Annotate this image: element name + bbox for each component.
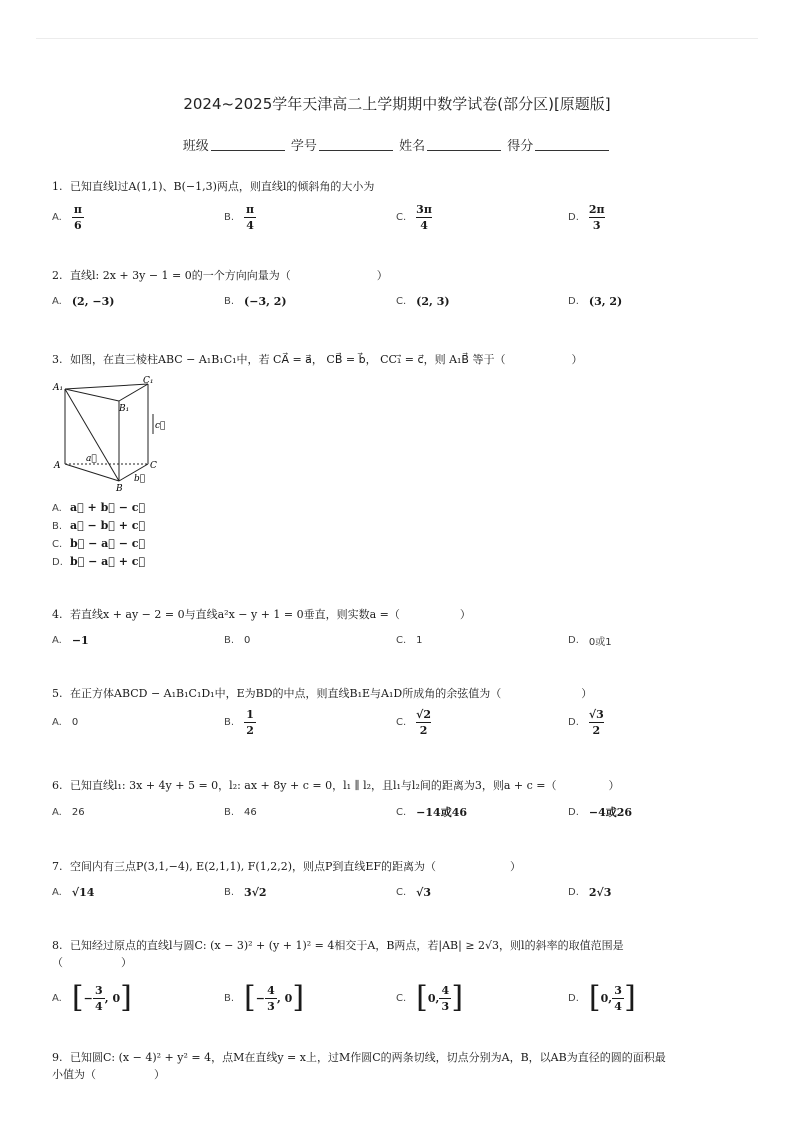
option-a: A. −1 bbox=[52, 633, 89, 647]
option-c: C. (2, 3) bbox=[396, 294, 450, 308]
question-3-options bbox=[52, 499, 145, 571]
option-b: B. $\frac{1}{2}$ bbox=[224, 705, 256, 739]
question-text: 已知直线l过A(1,1)、B(−1,3)两点，则直线l的倾斜角的大小为 bbox=[70, 180, 375, 193]
question-1-options bbox=[52, 200, 752, 234]
option-a: A. √14 bbox=[52, 885, 95, 899]
question-2: 2. 直线l: 2x + 3y − 1 = 0的一个方向向量为（ ） bbox=[52, 269, 388, 282]
question-text: 已知圆C: (x − 4)² + y² = 4，点M在直线y = x上，过M作圆C的两条切线，切点分别为A，B，以AB为直径的圆的面积最 bbox=[70, 1051, 666, 1064]
question-9-continuation: 小值为（ ） bbox=[52, 1068, 165, 1081]
question-text: 已知直线l₁: 3x + 4y + 5 = 0，l₂: ax + 8y + c = 0，l₁ ∥ l₂，且l₁与l₂间的距离为3，则a + c =（ bbox=[70, 779, 557, 792]
option-c: C. [ 0, $\frac{4}{3}$ ] bbox=[396, 980, 464, 1015]
option-c: C. −14或46 bbox=[396, 806, 468, 819]
question-7: 7. 空间内有三点P(3,1,−4), E(2,1,1), F(1,2,2)，则点P到直线EF的距离为（ ） bbox=[52, 860, 522, 873]
option-a: A. a⃗ + b⃗ − c⃗ bbox=[52, 501, 146, 514]
option-b: B. 0 bbox=[224, 634, 251, 646]
option-c: C. b⃗ − a⃗ − c⃗ bbox=[52, 537, 146, 550]
question-text: 如图，在直三棱柱ABC − A₁B₁C₁中，若 CA⃗ = a⃗， CB⃗ = b⃗， CC₁⃗ = c⃗，则 A₁B⃗ 等于（ bbox=[70, 353, 506, 366]
student-info-line bbox=[0, 135, 794, 154]
option-c: C. 1 bbox=[396, 634, 423, 646]
option-b: B. a⃗ − b⃗ + c⃗ bbox=[52, 519, 146, 532]
option-b: B. [ − $\frac{4}{3}$ , 0 ] bbox=[224, 980, 305, 1015]
option-c: C. $\frac{√2}{2}$ bbox=[396, 707, 432, 737]
label-c: C bbox=[150, 461, 157, 471]
option-b: B. 3√2 bbox=[224, 885, 267, 899]
option-d: D. b⃗ − a⃗ + c⃗ bbox=[52, 555, 146, 568]
prism-figure bbox=[52, 376, 172, 494]
info-label-score: 得分 bbox=[507, 139, 534, 154]
question-7-options bbox=[52, 875, 752, 909]
option-d: D. −4或26 bbox=[568, 806, 633, 819]
question-5-options bbox=[52, 705, 752, 739]
question-6: 6. 已知直线l₁: 3x + 4y + 5 = 0，l₂: ax + 8y + c = 0，l₁ ∥ l₂，且l₁与l₂间的距离为3，则a + c =（ ） bbox=[52, 779, 620, 792]
fraction: $\frac{1}{2}$ bbox=[244, 708, 256, 737]
label-b1: B₁ bbox=[119, 404, 130, 414]
option-b: B. 46 bbox=[224, 806, 257, 818]
option-b: B. (−3, 2) bbox=[224, 294, 287, 308]
fraction: $\frac{3\pi}{4}$ bbox=[416, 202, 432, 232]
question-3: 3. 如图，在直三棱柱ABC − A₁B₁C₁中，若 CA⃗ = a⃗， CB⃗ = b⃗， CC₁⃗ = c⃗，则 A₁B⃗ 等于（ ） bbox=[52, 353, 583, 366]
blank-line bbox=[319, 138, 393, 151]
question-text: 直线l: 2x + 3y − 1 = 0的一个方向向量为（ bbox=[70, 269, 291, 282]
label-vec-b: b⃗ bbox=[134, 474, 146, 484]
label-vec-a: a⃗ bbox=[86, 454, 97, 464]
option-d: D. [ 0, $\frac{3}{4}$ ] bbox=[568, 980, 636, 1015]
label-a: A bbox=[54, 461, 61, 471]
option-c: C. $\frac{3\pi}{4}$ bbox=[396, 202, 432, 232]
fraction: $\frac{√2}{2}$ bbox=[416, 707, 432, 737]
info-label-id: 学号 bbox=[290, 139, 317, 154]
question-4: 4. 若直线x + ay − 2 = 0与直线a²x − y + 1 = 0垂直，则实数a =（ ） bbox=[52, 608, 471, 621]
blank-line bbox=[427, 138, 501, 151]
option-a: A. 0 bbox=[52, 716, 79, 728]
info-label-class: 班级 bbox=[182, 139, 209, 154]
option-a: A. (2, −3) bbox=[52, 294, 115, 308]
option-d: D. $\frac{2\pi}{3}$ bbox=[568, 202, 605, 232]
fraction: $\frac{\pi}{4}$ bbox=[246, 202, 255, 232]
label-a1: A₁ bbox=[53, 383, 64, 393]
label-b: B bbox=[116, 484, 123, 494]
question-number: 1. bbox=[52, 180, 63, 193]
option-c: C. √3 bbox=[396, 885, 432, 899]
question-8: 8. 已知经过原点的直线l与圆C: (x − 3)² + (y + 1)² = 4相交于A，B两点，若|AB| ≥ 2√3，则l的斜率的取值范围是 bbox=[52, 939, 624, 952]
page-title: 2024~2025学年天津高二上学期期中数学试卷(部分区)[原题版] bbox=[183, 95, 611, 113]
option-d: D. $\frac{√3}{2}$ bbox=[568, 707, 604, 737]
option-a: A. [ − $\frac{3}{4}$ , 0 ] bbox=[52, 980, 132, 1015]
question-6-options bbox=[52, 795, 752, 829]
fraction: $\frac{√3}{2}$ bbox=[588, 707, 604, 737]
question-9: 9. 已知圆C: (x − 4)² + y² = 4，点M在直线y = x上，过M作圆C的两条切线，切点分别为A，B，以AB为直径的圆的面积最 bbox=[52, 1051, 666, 1064]
question-4-options bbox=[52, 623, 752, 657]
option-b: B. $\frac{\pi}{4}$ bbox=[224, 202, 255, 232]
blank-line bbox=[211, 138, 285, 151]
option-a: A. $\frac{\pi}{6}$ bbox=[52, 202, 82, 232]
question-8-options bbox=[52, 978, 752, 1018]
option-d: D. 2√3 bbox=[568, 885, 612, 899]
question-5: 5. 在正方体ABCD − A₁B₁C₁D₁中，E为BD的中点，则直线B₁E与A₁D所成角的余弦值为（ ） bbox=[52, 687, 593, 700]
option-d: D. 0或1 bbox=[568, 634, 612, 648]
info-label-name: 姓名 bbox=[399, 139, 426, 154]
question-text: 若直线x + ay − 2 = 0与直线a²x − y + 1 = 0垂直，则实数a =（ bbox=[70, 608, 400, 621]
label-c1: C₁ bbox=[143, 376, 154, 386]
question-text: 空间内有三点P(3,1,−4), E(2,1,1), F(1,2,2)，则点P到直线EF的距离为（ bbox=[70, 860, 437, 873]
question-1 bbox=[52, 179, 374, 194]
question-text: 在正方体ABCD − A₁B₁C₁D₁中，E为BD的中点，则直线B₁E与A₁D所成角的余弦值为（ bbox=[70, 687, 502, 700]
question-8-continuation: （ ） bbox=[52, 956, 132, 969]
question-2-options bbox=[52, 284, 752, 318]
option-a: A. 26 bbox=[52, 806, 85, 818]
question-text: 已知经过原点的直线l与圆C: (x − 3)² + (y + 1)² = 4相交于A，B两点，若|AB| ≥ 2√3，则l的斜率的取值范围是 bbox=[70, 939, 624, 952]
top-rule bbox=[36, 38, 758, 39]
option-d: D. (3, 2) bbox=[568, 294, 623, 308]
label-vec-c: c⃗ bbox=[155, 421, 166, 431]
blank-line bbox=[535, 138, 609, 151]
fraction: $\frac{\pi}{6}$ bbox=[73, 202, 82, 232]
fraction: $\frac{2\pi}{3}$ bbox=[588, 202, 605, 232]
